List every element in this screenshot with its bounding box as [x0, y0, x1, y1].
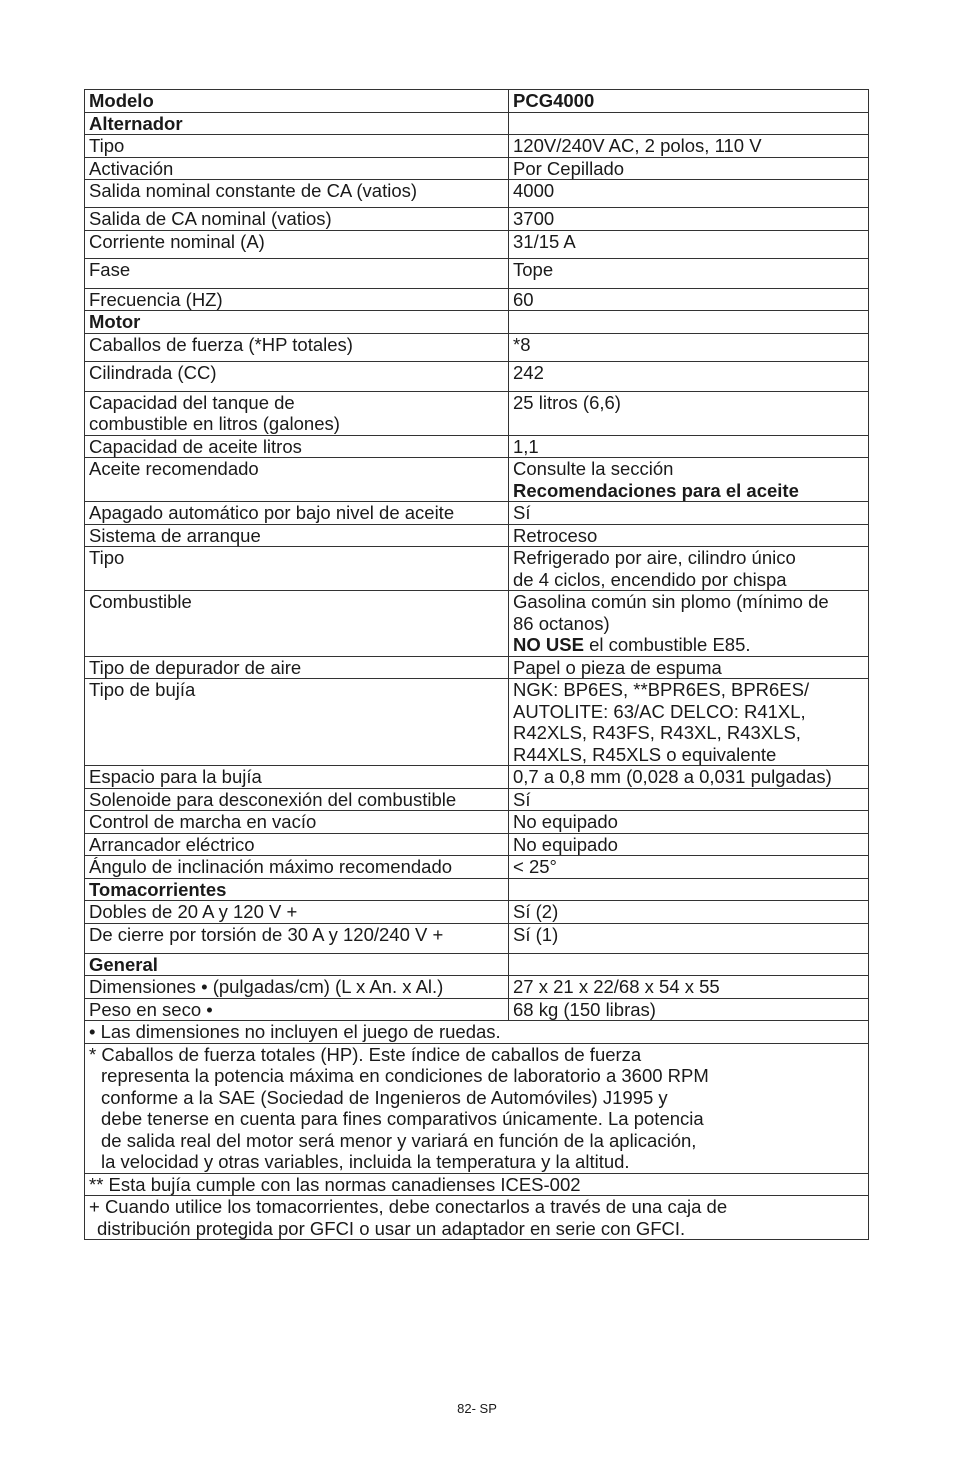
row-value — [509, 591, 869, 657]
row-label: Salida de CA nominal (vatios) — [85, 208, 509, 231]
row-label: Activación — [85, 157, 509, 180]
table-row — [85, 547, 869, 591]
row-label: Combustible — [85, 591, 509, 657]
table-row — [85, 811, 869, 834]
row-value: 1,1 — [509, 435, 869, 458]
note-line: + Cuando utilice los tomacorrientes, debe conectarlos a través de una caja de — [89, 1196, 728, 1217]
note-row — [85, 1196, 869, 1240]
table-row — [85, 923, 869, 953]
row-label: Tipo de bujía — [85, 679, 509, 766]
section-alternador — [85, 112, 869, 135]
warning-text: NO USE — [513, 634, 584, 655]
row-value: Sí — [509, 788, 869, 811]
row-value — [509, 547, 869, 591]
table-header-row — [85, 90, 869, 113]
label-line: combustible en litros (galones) — [89, 413, 340, 434]
row-label: Dimensiones • (pulgadas/cm) (L x An. x Al.) — [85, 976, 509, 999]
row-label: Fase — [85, 258, 509, 288]
table-row — [85, 333, 869, 361]
table-row — [85, 901, 869, 924]
value-line-bold: Recomendaciones para el aceite — [513, 479, 799, 501]
table-row — [85, 157, 869, 180]
model-value: PCG4000 — [509, 90, 869, 113]
note-dimensions: • Las dimensiones no incluyen el juego de ruedas. — [85, 1021, 869, 1044]
table-row — [85, 656, 869, 679]
section-title: Motor — [85, 311, 509, 334]
table-row — [85, 435, 869, 458]
note-spark-plug: ** Esta bujía cumple con las normas canadienses ICES-002 — [85, 1173, 869, 1196]
row-value: No equipado — [509, 833, 869, 856]
section-motor — [85, 311, 869, 334]
row-label: Apagado automático por bajo nivel de aceite — [85, 502, 509, 525]
row-value: 120V/240V AC, 2 polos, 110 V — [509, 135, 869, 158]
table-row — [85, 391, 869, 435]
table-row — [85, 833, 869, 856]
spec-table — [84, 89, 869, 1240]
row-value: 31/15 A — [509, 230, 869, 258]
note-line: distribución protegida por GFCI o usar un adaptador en serie con GFCI. — [97, 1217, 686, 1239]
table-row — [85, 208, 869, 231]
row-value: 68 kg (150 libras) — [509, 998, 869, 1021]
section-title: General — [85, 953, 509, 976]
row-label: Dobles de 20 A y 120 V + — [85, 901, 509, 924]
row-label: Capacidad de aceite litros — [85, 435, 509, 458]
table-row — [85, 788, 869, 811]
row-value: *8 — [509, 333, 869, 361]
row-value: 0,7 a 0,8 mm (0,028 a 0,031 pulgadas) — [509, 766, 869, 789]
model-label: Modelo — [85, 90, 509, 113]
row-value: Sí — [509, 502, 869, 525]
row-value: Por Cepillado — [509, 157, 869, 180]
value-line: NGK: BP6ES, **BPR6ES, BPR6ES/ — [513, 679, 810, 700]
table-row — [85, 502, 869, 525]
row-value: Tope — [509, 258, 869, 288]
table-row — [85, 288, 869, 311]
value-text: el combustible E85. — [583, 634, 751, 655]
table-row — [85, 591, 869, 657]
row-value: 4000 — [509, 180, 869, 208]
value-line: Consulte la sección — [513, 458, 674, 479]
value-line: 86 octanos) — [513, 612, 610, 634]
note-line: conforme a la SAE (Sociedad de Ingenieros de Automóviles) J1995 y — [101, 1086, 668, 1108]
row-value: No equipado — [509, 811, 869, 834]
table-row — [85, 524, 869, 547]
row-label: Sistema de arranque — [85, 524, 509, 547]
row-label: Corriente nominal (A) — [85, 230, 509, 258]
row-label: Tipo — [85, 547, 509, 591]
value-line: de 4 ciclos, encendido por chispa — [513, 568, 787, 590]
row-value: < 25° — [509, 856, 869, 879]
row-value: Sí (2) — [509, 901, 869, 924]
row-label: Caballos de fuerza (*HP totales) — [85, 333, 509, 361]
table-row — [85, 766, 869, 789]
table-row — [85, 258, 869, 288]
row-label: Espacio para la bujía — [85, 766, 509, 789]
note-row — [85, 1173, 869, 1196]
row-label: Ángulo de inclinación máximo recomendado — [85, 856, 509, 879]
table-row — [85, 679, 869, 766]
value-line: R44XLS, R45XLS o equivalente — [513, 743, 777, 765]
table-row — [85, 976, 869, 999]
value-line: Refrigerado por aire, cilindro único — [513, 547, 796, 568]
row-value: 3700 — [509, 208, 869, 231]
row-value: Papel o pieza de espuma — [509, 656, 869, 679]
row-label: Cilindrada (CC) — [85, 361, 509, 391]
row-label: Tipo — [85, 135, 509, 158]
row-label: Solenoide para desconexión del combustible — [85, 788, 509, 811]
row-label — [85, 391, 509, 435]
table-row — [85, 458, 869, 502]
table-row — [85, 998, 869, 1021]
note-line: debe tenerse en cuenta para fines comparativos únicamente. La potencia — [101, 1108, 704, 1129]
table-row — [85, 856, 869, 879]
row-value: Retroceso — [509, 524, 869, 547]
note-gfci — [85, 1196, 869, 1240]
note-row — [85, 1021, 869, 1044]
table-row — [85, 180, 869, 208]
table-row — [85, 230, 869, 258]
row-label: Control de marcha en vacío — [85, 811, 509, 834]
row-value: 60 — [509, 288, 869, 311]
row-value — [509, 679, 869, 766]
row-value: 25 litros (6,6) — [509, 391, 869, 435]
value-line: Gasolina común sin plomo (mínimo de — [513, 591, 829, 612]
row-value: 27 x 21 x 22/68 x 54 x 55 — [509, 976, 869, 999]
value-line — [513, 634, 864, 656]
value-line: AUTOLITE: 63/AC DELCO: R41XL, — [513, 700, 806, 722]
section-title: Tomacorrientes — [85, 878, 509, 901]
row-label: Frecuencia (HZ) — [85, 288, 509, 311]
value-line: R42XLS, R43FS, R43XL, R43XLS, — [513, 722, 801, 743]
table-row — [85, 361, 869, 391]
row-label: Salida nominal constante de CA (vatios) — [85, 180, 509, 208]
row-label: Aceite recomendado — [85, 458, 509, 502]
note-horsepower — [85, 1043, 869, 1173]
section-title: Alternador — [85, 112, 509, 135]
row-value: Sí (1) — [509, 923, 869, 953]
row-label: Peso en seco • — [85, 998, 509, 1021]
row-value: 242 — [509, 361, 869, 391]
note-line: de salida real del motor será menor y variará en función de la aplicación, — [101, 1129, 697, 1151]
row-label: De cierre por torsión de 30 A y 120/240 V + — [85, 923, 509, 953]
row-value — [509, 458, 869, 502]
note-line: la velocidad y otras variables, incluida la temperatura y la altitud. — [101, 1151, 630, 1172]
section-tomacorrientes — [85, 878, 869, 901]
row-label: Arrancador eléctrico — [85, 833, 509, 856]
row-label: Tipo de depurador de aire — [85, 656, 509, 679]
label-line: Capacidad del tanque de — [89, 391, 295, 413]
note-row — [85, 1043, 869, 1173]
note-line: representa la potencia máxima en condiciones de laboratorio a 3600 RPM — [101, 1065, 709, 1086]
section-general — [85, 953, 869, 976]
page-number: 82- SP — [457, 1401, 497, 1416]
note-line: * Caballos de fuerza totales (HP). Este índice de caballos de fuerza — [89, 1043, 642, 1065]
table-row — [85, 135, 869, 158]
